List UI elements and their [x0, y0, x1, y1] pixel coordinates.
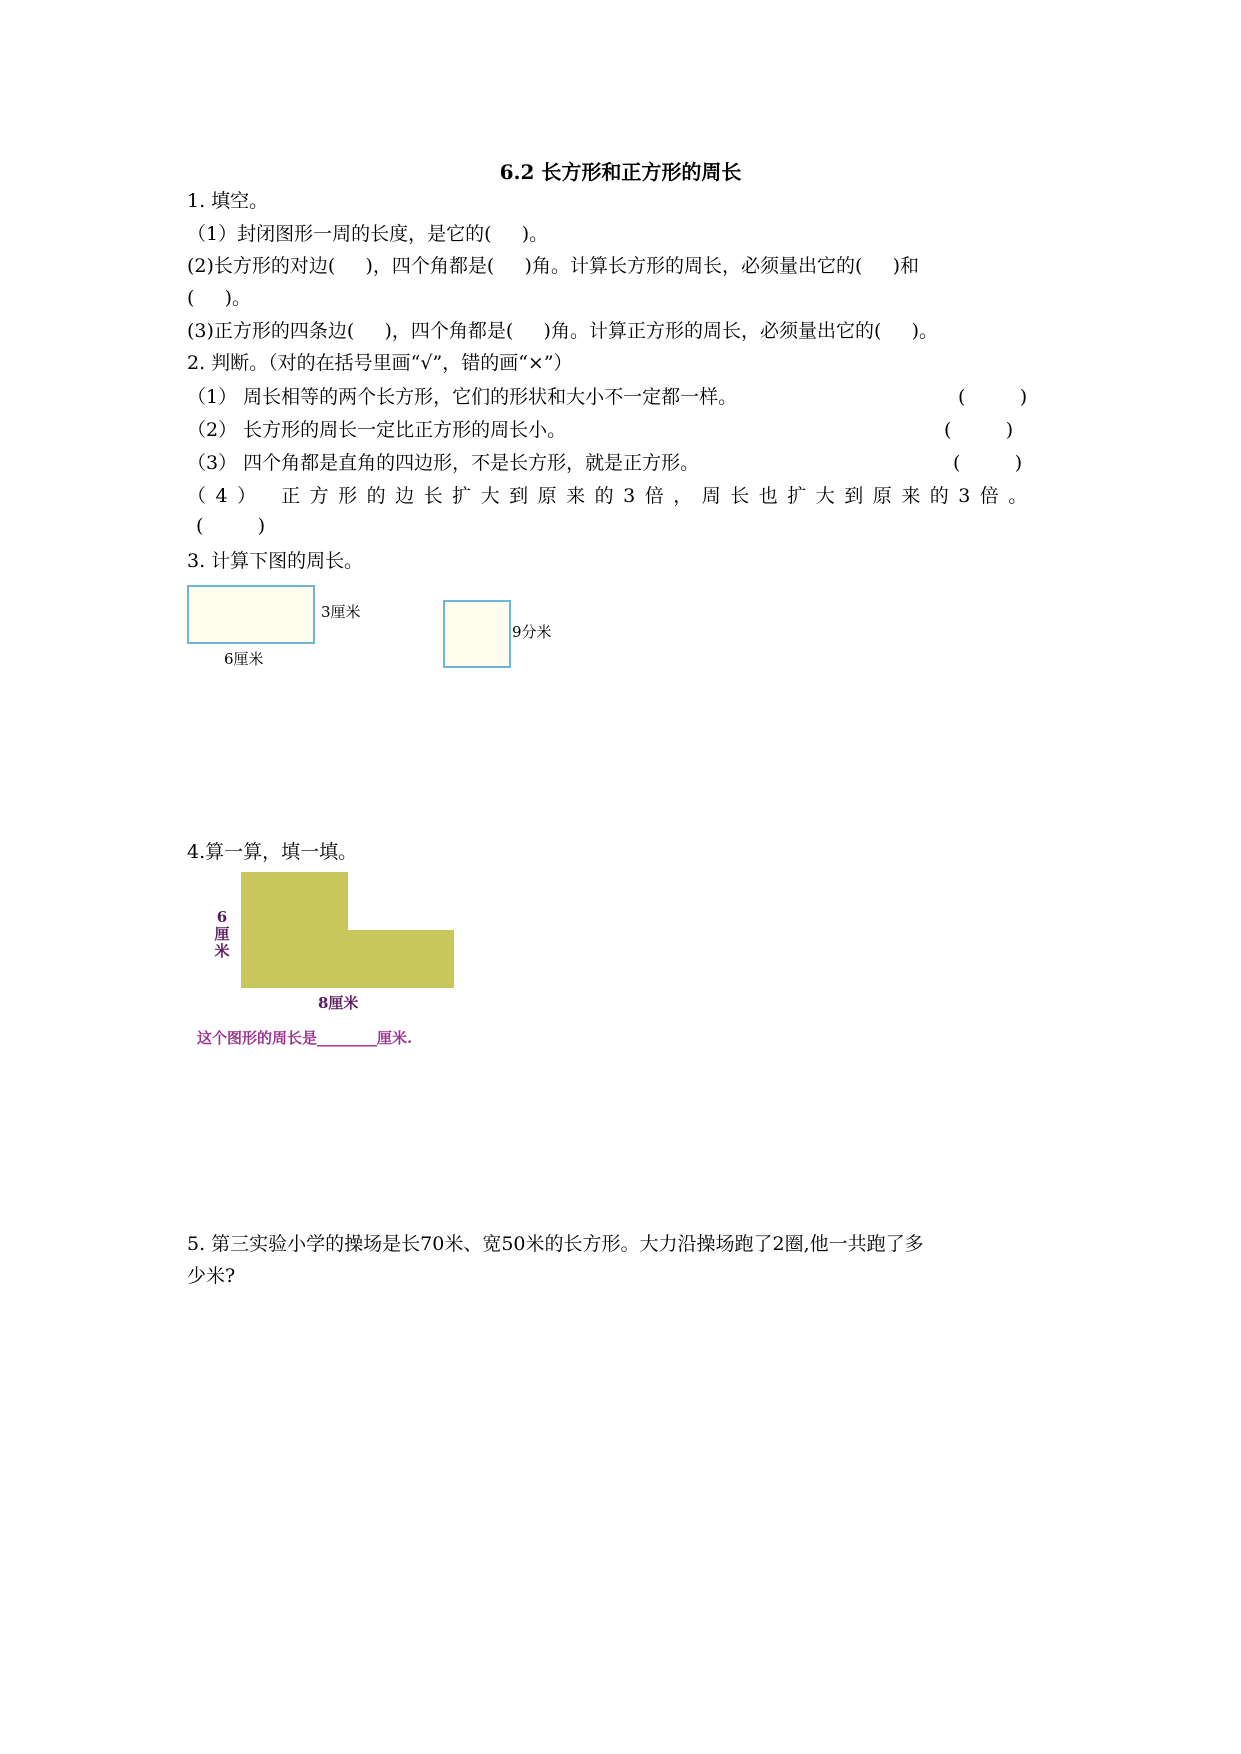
l-shape-height-label-1: 6: [216, 908, 228, 926]
q5-line-1: 5. 第三实验小学的操场是长70米、宽50米的长方形。大力沿操场跑了2圈,他一共跑了多: [187, 1233, 924, 1255]
q2-answer-2: ( ): [944, 419, 1014, 441]
q1-item-3: (3)正方形的四条边( )，四个角都是( )角。计算正方形的周长，必须量出它的( )。: [187, 320, 938, 342]
square-side-label: 9分米: [512, 623, 552, 641]
q2-item-1: （1） 周长相等的两个长方形，它们的形状和大小不一定都一样。: [187, 386, 738, 408]
square-figure: [443, 600, 511, 668]
l-shape-width-label: 8厘米: [318, 994, 359, 1012]
q2-item-3: （3） 四个角都是直角的四边形，不是长方形，就是正方形。: [187, 452, 700, 474]
q1-item-2-cont: ( )。: [187, 287, 252, 309]
q2-answer-4: ( ): [196, 515, 266, 537]
q3-heading: 3. 计算下图的周长。: [187, 550, 364, 572]
q2-answer-1: ( ): [958, 386, 1028, 408]
q2-item-2: （2） 长方形的周长一定比正方形的周长小。: [187, 419, 567, 441]
l-shape-height-label-2: 厘: [214, 925, 230, 943]
l-shape-figure: [241, 872, 455, 988]
q1-heading: 1. 填空。: [187, 190, 269, 212]
q1-item-1: （1）封闭图形一周的长度，是它的( )。: [187, 223, 549, 245]
rectangle-figure: [187, 585, 315, 644]
q2-answer-3: ( ): [953, 452, 1023, 474]
q5-line-2: 少米?: [187, 1265, 236, 1287]
l-shape-height-label-3: 米: [214, 942, 230, 960]
rect-height-label: 3厘米: [321, 603, 361, 621]
q4-heading: 4.算一算，填一填。: [187, 841, 358, 863]
page-title: 6.2 长方形和正方形的周长: [499, 160, 742, 184]
perimeter-caption: 这个图形的周长是________厘米.: [197, 1029, 413, 1047]
q1-item-2: (2)长方形的对边( )，四个角都是( )角。计算长方形的周长，必须量出它的( )和: [187, 255, 919, 277]
q2-heading: 2. 判断。（对的在括号里画“√”，错的画“×”）: [187, 352, 573, 374]
q2-item-4: （4） 正方形的边长扩大到原来的3倍，周长也扩大到原来的3倍。: [187, 485, 1037, 507]
l-shape: [241, 872, 454, 988]
rect-width-label: 6厘米: [224, 650, 264, 668]
